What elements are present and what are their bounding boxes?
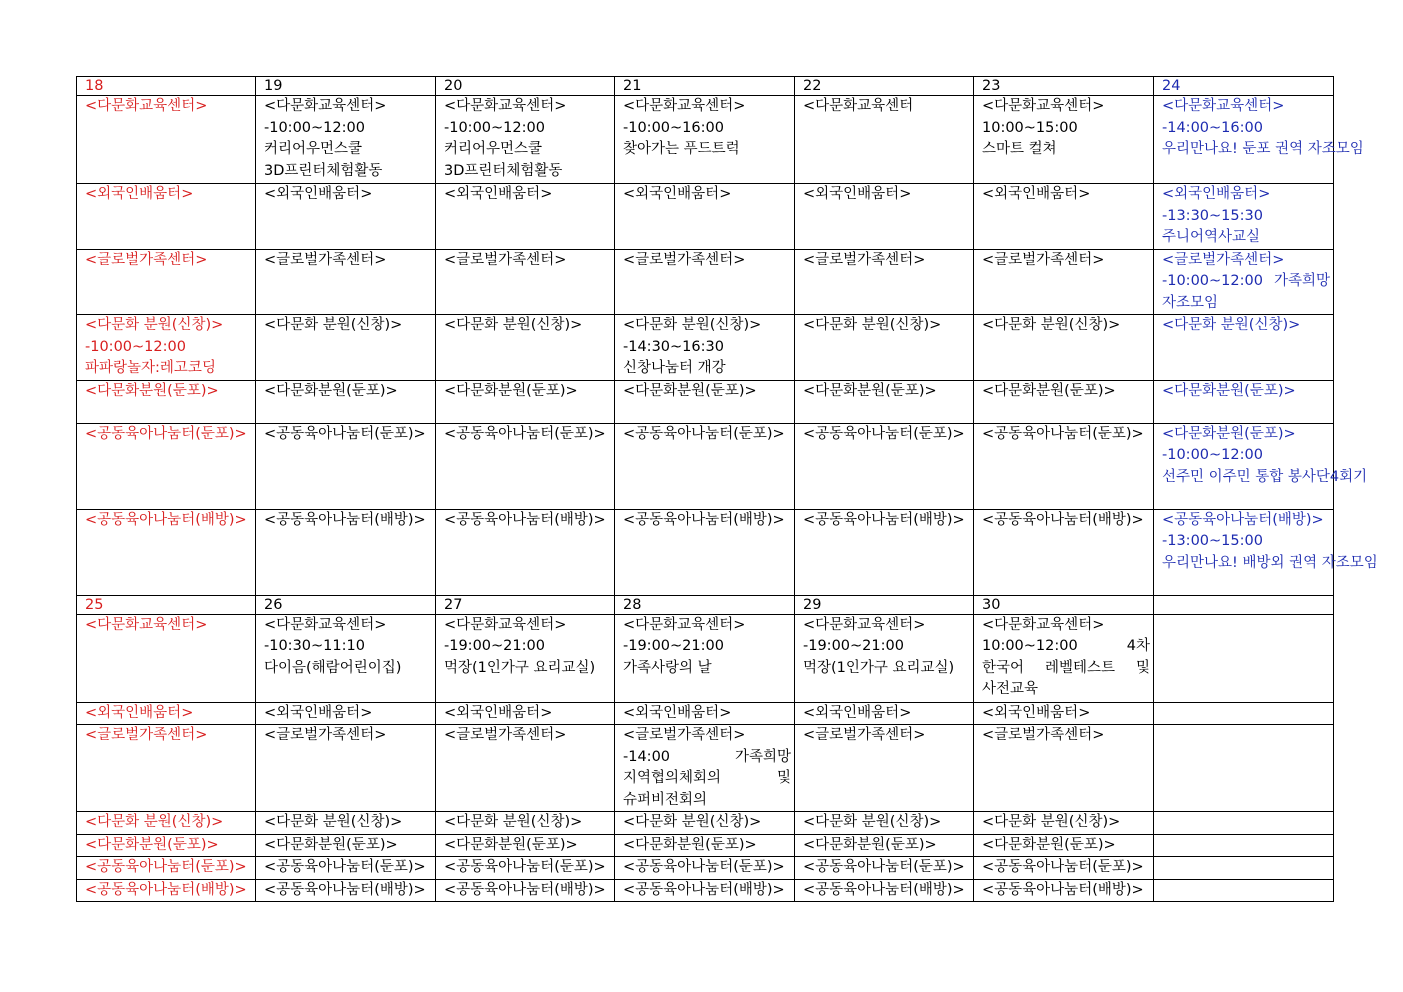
schedule-cell <box>1154 380 1334 423</box>
schedule-cell <box>795 380 974 423</box>
schedule-cell <box>256 812 436 835</box>
schedule-cell <box>1154 315 1334 381</box>
schedule-cell <box>615 249 795 315</box>
program-name: <다문화분원(둔포)> <box>803 836 937 853</box>
schedule-cell <box>436 423 615 509</box>
program-name: <다문화교육센터> <box>85 98 208 114</box>
program-detail: -10:00~16:00 <box>623 119 724 136</box>
schedule-cell <box>1154 857 1334 880</box>
program-name: <다문화교육센터> <box>1162 98 1285 114</box>
program-name: <외국인배움터> <box>444 186 553 202</box>
program-name: <다문화분원(둔포)> <box>803 382 937 399</box>
program-name: <다문화분원(둔포)> <box>444 382 578 399</box>
schedule-cell <box>436 812 615 835</box>
program-row <box>77 614 1334 702</box>
program-name: <외국인배움터> <box>444 704 553 721</box>
schedule-cell <box>795 702 974 725</box>
program-detail: -19:00~21:00 <box>803 638 904 654</box>
date-cell-thu: 29 <box>795 595 974 614</box>
program-detail: -14:30~16:30 <box>623 338 724 355</box>
date-cell-sun: 18 <box>77 77 256 96</box>
program-name: <다문화분원(둔포)> <box>85 382 219 399</box>
schedule-cell <box>615 702 795 725</box>
schedule-cell <box>256 702 436 725</box>
schedule-cell <box>615 380 795 423</box>
schedule-cell <box>256 857 436 880</box>
program-detail: 우리만나요! 배방외 권역 자조모임 <box>1162 554 1378 571</box>
date-cell-wed: 21 <box>615 77 795 96</box>
program-name: <외국인배움터> <box>623 186 732 202</box>
schedule-cell <box>436 184 615 250</box>
program-name: <글로벌가족센터> <box>982 251 1105 268</box>
program-name: <글로벌가족센터> <box>264 727 387 743</box>
program-name: <글로벌가족센터> <box>264 251 387 268</box>
schedule-cell <box>77 614 256 702</box>
program-detail: 커리어우먼스쿨 <box>264 141 363 157</box>
program-name: <외국인배움터> <box>85 186 194 202</box>
schedule-cell <box>77 857 256 880</box>
program-name: <공동육아나눔터(둔포)> <box>264 859 426 875</box>
program-name: <외국인배움터> <box>803 704 912 721</box>
program-detail: 가족사랑의 날 <box>623 659 712 676</box>
schedule-cell <box>1154 725 1334 812</box>
program-name: <공동육아나눔터(배방)> <box>264 881 426 898</box>
program-name: <다문화 분원(신창)> <box>803 814 942 830</box>
schedule-cell <box>615 879 795 902</box>
schedule-cell <box>795 315 974 381</box>
program-detail: 커리어우먼스쿨 <box>444 141 543 157</box>
program-name: <다문화 분원(신창)> <box>85 814 224 830</box>
schedule-cell <box>795 879 974 902</box>
monthly-schedule-table <box>76 76 1378 902</box>
schedule-cell <box>77 725 256 812</box>
program-name: <글로벌가족센터> <box>623 251 746 268</box>
schedule-cell <box>974 184 1154 250</box>
program-name: <외국인배움터> <box>803 186 912 202</box>
program-name: <다문화교육센터 <box>803 98 914 114</box>
program-detail: -14:00~16:00 <box>1162 119 1263 136</box>
program-row <box>77 879 1334 902</box>
program-name: <다문화 분원(신창)> <box>1162 317 1301 333</box>
schedule-cell <box>1154 702 1334 725</box>
schedule-cell <box>436 380 615 423</box>
schedule-cell <box>615 614 795 702</box>
schedule-body <box>77 77 1378 902</box>
schedule-cell <box>974 702 1154 725</box>
program-name: <공동육아나눔터(둔포)> <box>85 425 247 442</box>
program-row <box>77 812 1334 835</box>
program-detail: -10:00~12:00 <box>264 119 365 136</box>
program-name: <글로벌가족센터> <box>444 727 567 743</box>
program-name: <공동육아나눔터(배방)> <box>982 881 1144 898</box>
schedule-cell <box>77 96 256 184</box>
program-detail: 신창나눔터 개강 <box>623 360 726 376</box>
program-detail: 10:00~15:00 <box>982 119 1078 136</box>
schedule-cell <box>256 423 436 509</box>
program-name: <공동육아나눔터(둔포)> <box>803 425 965 442</box>
program-name: <다문화 분원(신창)> <box>803 317 942 333</box>
program-name: <공동육아나눔터(둔포)> <box>444 425 606 442</box>
program-detail: -10:30~11:10 <box>264 638 365 654</box>
schedule-cell <box>1154 812 1334 835</box>
program-name: <다문화 분원(신창)> <box>982 317 1121 333</box>
program-name: <외국인배움터> <box>1162 186 1271 202</box>
program-name: <공동육아나눔터(배방)> <box>264 511 426 528</box>
schedule-cell <box>436 702 615 725</box>
schedule-cell <box>436 834 615 857</box>
program-detail: -10:00~12:00 <box>444 119 545 136</box>
program-row <box>77 380 1334 423</box>
program-name: <다문화분원(둔포)> <box>1162 382 1296 399</box>
program-name: <다문화교육센터> <box>264 98 387 114</box>
schedule-cell <box>256 96 436 184</box>
program-detail: 스마트 컬쳐 <box>982 141 1057 157</box>
date-cell-sun: 25 <box>77 595 256 614</box>
program-name: <다문화분원(둔포)> <box>982 382 1116 399</box>
date-cell-tue: 20 <box>436 77 615 96</box>
schedule-cell <box>795 812 974 835</box>
schedule-cell <box>795 423 974 509</box>
schedule-cell <box>615 96 795 184</box>
program-row <box>77 249 1334 315</box>
schedule-cell <box>256 509 436 595</box>
program-name: <글로벌가족센터> <box>623 727 746 743</box>
schedule-cell <box>256 249 436 315</box>
schedule-cell <box>1154 509 1378 595</box>
schedule-cell <box>77 812 256 835</box>
program-name: <공동육아나눔터(둔포)> <box>623 859 785 875</box>
schedule-cell <box>974 96 1154 184</box>
program-row <box>77 423 1334 509</box>
program-name: <공동육아나눔터(배방)> <box>982 511 1144 528</box>
schedule-cell <box>615 812 795 835</box>
program-row <box>77 315 1334 381</box>
program-name: <외국인배움터> <box>982 186 1091 202</box>
schedule-cell <box>77 249 256 315</box>
schedule-cell <box>1154 423 1368 509</box>
date-cell-sat <box>1154 595 1334 614</box>
date-cell-mon: 26 <box>256 595 436 614</box>
schedule-cell <box>1154 614 1334 702</box>
schedule-cell <box>974 812 1154 835</box>
schedule-cell <box>974 423 1154 509</box>
date-cell-mon: 19 <box>256 77 436 96</box>
schedule-cell <box>1154 249 1334 315</box>
schedule-cell <box>436 96 615 184</box>
schedule-cell <box>256 315 436 381</box>
program-name: <공동육아나눔터(배방)> <box>623 881 785 898</box>
schedule-cell <box>974 509 1154 595</box>
program-name: <글로벌가족센터> <box>982 727 1105 743</box>
schedule-cell <box>615 857 795 880</box>
program-name: <다문화분원(둔포)> <box>444 836 578 853</box>
schedule-cell <box>1154 96 1364 184</box>
schedule-cell <box>77 702 256 725</box>
program-detail: -10:00~12:00 <box>85 338 186 355</box>
program-name: <다문화분원(둔포)> <box>85 836 219 853</box>
program-name: <공동육아나눔터(배방)> <box>444 881 606 898</box>
program-name: <다문화교육센터> <box>444 616 567 633</box>
program-name: <다문화교육센터> <box>803 616 926 633</box>
program-name: <글로벌가족센터> <box>85 727 208 743</box>
schedule-cell <box>974 315 1154 381</box>
schedule-cell <box>436 857 615 880</box>
program-name: <다문화 분원(신창)> <box>444 317 583 333</box>
program-detail: 우리만나요! 둔포 권역 자조모임 <box>1162 141 1364 157</box>
program-detail: 3D프린터체험활동 <box>264 162 383 179</box>
program-name: <다문화교육센터> <box>623 616 746 633</box>
program-name: <외국인배움터> <box>264 704 373 721</box>
schedule-cell <box>436 614 615 702</box>
date-cell-thu: 22 <box>795 77 974 96</box>
schedule-cell <box>256 879 436 902</box>
date-cell-wed: 28 <box>615 595 795 614</box>
program-name: <외국인배움터> <box>264 186 373 202</box>
program-detail: 10:00~12:00 4차 한국어 레벨테스트 및 사전교육 <box>982 638 1150 697</box>
program-name: <글로벌가족센터> <box>1162 251 1285 268</box>
program-row <box>77 509 1334 595</box>
program-name: <다문화교육센터> <box>623 98 746 114</box>
schedule-cell <box>974 857 1154 880</box>
program-name: <공동육아나눔터(배방)> <box>85 511 247 528</box>
schedule-cell <box>615 509 795 595</box>
program-name: <공동육아나눔터(배방)> <box>623 511 785 528</box>
program-name: <공동육아나눔터(둔포)> <box>982 859 1144 875</box>
program-name: <공동육아나눔터(배방)> <box>803 881 965 898</box>
program-detail: 먹장(1인가구 요리교실) <box>444 659 596 676</box>
program-row <box>77 834 1334 857</box>
schedule-cell <box>615 423 795 509</box>
schedule-cell <box>615 315 795 381</box>
program-detail: -13:30~15:30 <box>1162 207 1263 224</box>
program-name: <공동육아나눔터(배방)> <box>1162 511 1324 528</box>
program-name: <다문화 분원(신창)> <box>623 814 762 830</box>
program-row <box>77 702 1334 725</box>
program-row <box>77 184 1334 250</box>
program-name: <글로벌가족센터> <box>444 251 567 268</box>
program-name: <공동육아나눔터(둔포)> <box>623 425 785 442</box>
program-name: <외국인배움터> <box>623 704 732 721</box>
program-detail: -13:00~15:00 <box>1162 533 1263 549</box>
schedule-cell <box>974 380 1154 423</box>
date-cell-fri: 30 <box>974 595 1154 614</box>
program-name: <다문화분원(둔포)> <box>264 382 398 399</box>
schedule-cell <box>974 879 1154 902</box>
schedule-cell <box>77 315 256 381</box>
program-name: <다문화교육센터> <box>982 98 1105 114</box>
program-name: <다문화 분원(신창)> <box>85 317 224 333</box>
schedule-cell <box>1154 879 1334 902</box>
schedule-cell <box>77 509 256 595</box>
program-detail: -19:00~21:00 <box>444 638 545 654</box>
program-name: <외국인배움터> <box>982 704 1091 721</box>
program-detail: 찾아가는 푸드트럭 <box>623 141 740 157</box>
schedule-cell <box>77 184 256 250</box>
program-detail: -10:00~12:00 <box>1162 447 1263 463</box>
schedule-cell <box>795 184 974 250</box>
program-name: <다문화 분원(신창)> <box>623 317 762 333</box>
program-name: <다문화교육센터> <box>264 616 387 633</box>
program-name: <공동육아나눔터(배방)> <box>803 511 965 528</box>
schedule-cell <box>436 879 615 902</box>
schedule-cell <box>795 834 974 857</box>
program-detail: 다이음(해람어린이집) <box>264 659 402 676</box>
schedule-cell <box>436 249 615 315</box>
schedule-cell <box>974 249 1154 315</box>
program-name: <공동육아나눔터(배방)> <box>85 881 247 898</box>
program-name: <다문화분원(둔포)> <box>623 382 757 399</box>
program-name: <공동육아나눔터(둔포)> <box>444 859 606 875</box>
schedule-cell <box>256 184 436 250</box>
schedule-cell <box>615 725 795 812</box>
program-name: <다문화분원(둔포)> <box>1162 425 1296 442</box>
schedule-cell <box>795 96 974 184</box>
schedule-cell <box>256 725 436 812</box>
schedule-cell <box>615 184 795 250</box>
program-name: <다문화 분원(신창)> <box>982 814 1121 830</box>
date-cell-sat: 24 <box>1154 77 1334 96</box>
program-detail: 먹장(1인가구 요리교실) <box>803 659 955 676</box>
program-detail: 주니어역사교실 <box>1162 229 1261 245</box>
program-name: <다문화분원(둔포)> <box>623 836 757 853</box>
schedule-cell <box>256 380 436 423</box>
program-name: <다문화 분원(신창)> <box>264 317 403 333</box>
date-row <box>77 77 1334 96</box>
schedule-cell <box>1154 184 1334 250</box>
program-name: <공동육아나눔터(둔포)> <box>264 425 426 442</box>
program-name: <외국인배움터> <box>85 704 194 721</box>
date-row <box>77 595 1334 614</box>
program-detail: -10:00~12:00 가족희망 자조모임 <box>1162 273 1330 311</box>
program-detail: -19:00~21:00 <box>623 638 724 654</box>
schedule-cell <box>795 614 974 702</box>
schedule-cell <box>795 725 974 812</box>
program-name: <다문화 분원(신창)> <box>444 814 583 830</box>
program-detail: 3D프린터체험활동 <box>444 162 563 179</box>
program-row <box>77 725 1334 812</box>
program-name: <글로벌가족센터> <box>85 251 208 268</box>
schedule-cell <box>256 614 436 702</box>
program-name: <다문화분원(둔포)> <box>982 836 1116 853</box>
schedule-cell <box>436 509 615 595</box>
schedule-cell <box>1154 834 1334 857</box>
schedule-cell <box>256 834 436 857</box>
schedule-cell <box>795 249 974 315</box>
schedule-cell <box>615 834 795 857</box>
date-cell-fri: 23 <box>974 77 1154 96</box>
program-name: <글로벌가족센터> <box>803 727 926 743</box>
program-row <box>77 857 1334 880</box>
program-row <box>77 96 1334 184</box>
program-name: <공동육아나눔터(둔포)> <box>982 425 1144 442</box>
program-detail: -14:00 가족희망 지역협의체회의 및 슈퍼비전회의 <box>623 748 791 808</box>
program-name: <공동육아나눔터(둔포)> <box>803 859 965 875</box>
schedule-cell <box>795 509 974 595</box>
program-name: <다문화교육센터> <box>982 616 1105 633</box>
schedule-cell <box>77 423 256 509</box>
schedule-cell <box>77 834 256 857</box>
schedule-cell <box>77 380 256 423</box>
program-detail: 선주민 이주민 통합 봉사단4회기 <box>1162 468 1368 485</box>
program-name: <공동육아나눔터(배방)> <box>444 511 606 528</box>
program-name: <다문화교육센터> <box>444 98 567 114</box>
program-name: <다문화 분원(신창)> <box>264 814 403 830</box>
schedule-cell <box>974 834 1154 857</box>
schedule-cell <box>974 614 1154 702</box>
schedule-cell <box>795 857 974 880</box>
schedule-cell <box>436 725 615 812</box>
program-detail: 파파랑놀자:레고코딩 <box>85 360 216 376</box>
schedule-cell <box>436 315 615 381</box>
date-cell-tue: 27 <box>436 595 615 614</box>
program-name: <다문화교육센터> <box>85 616 208 633</box>
schedule-cell <box>77 879 256 902</box>
program-name: <다문화분원(둔포)> <box>264 836 398 853</box>
program-name: <글로벌가족센터> <box>803 251 926 268</box>
program-name: <공동육아나눔터(둔포)> <box>85 859 247 875</box>
schedule-cell <box>974 725 1154 812</box>
